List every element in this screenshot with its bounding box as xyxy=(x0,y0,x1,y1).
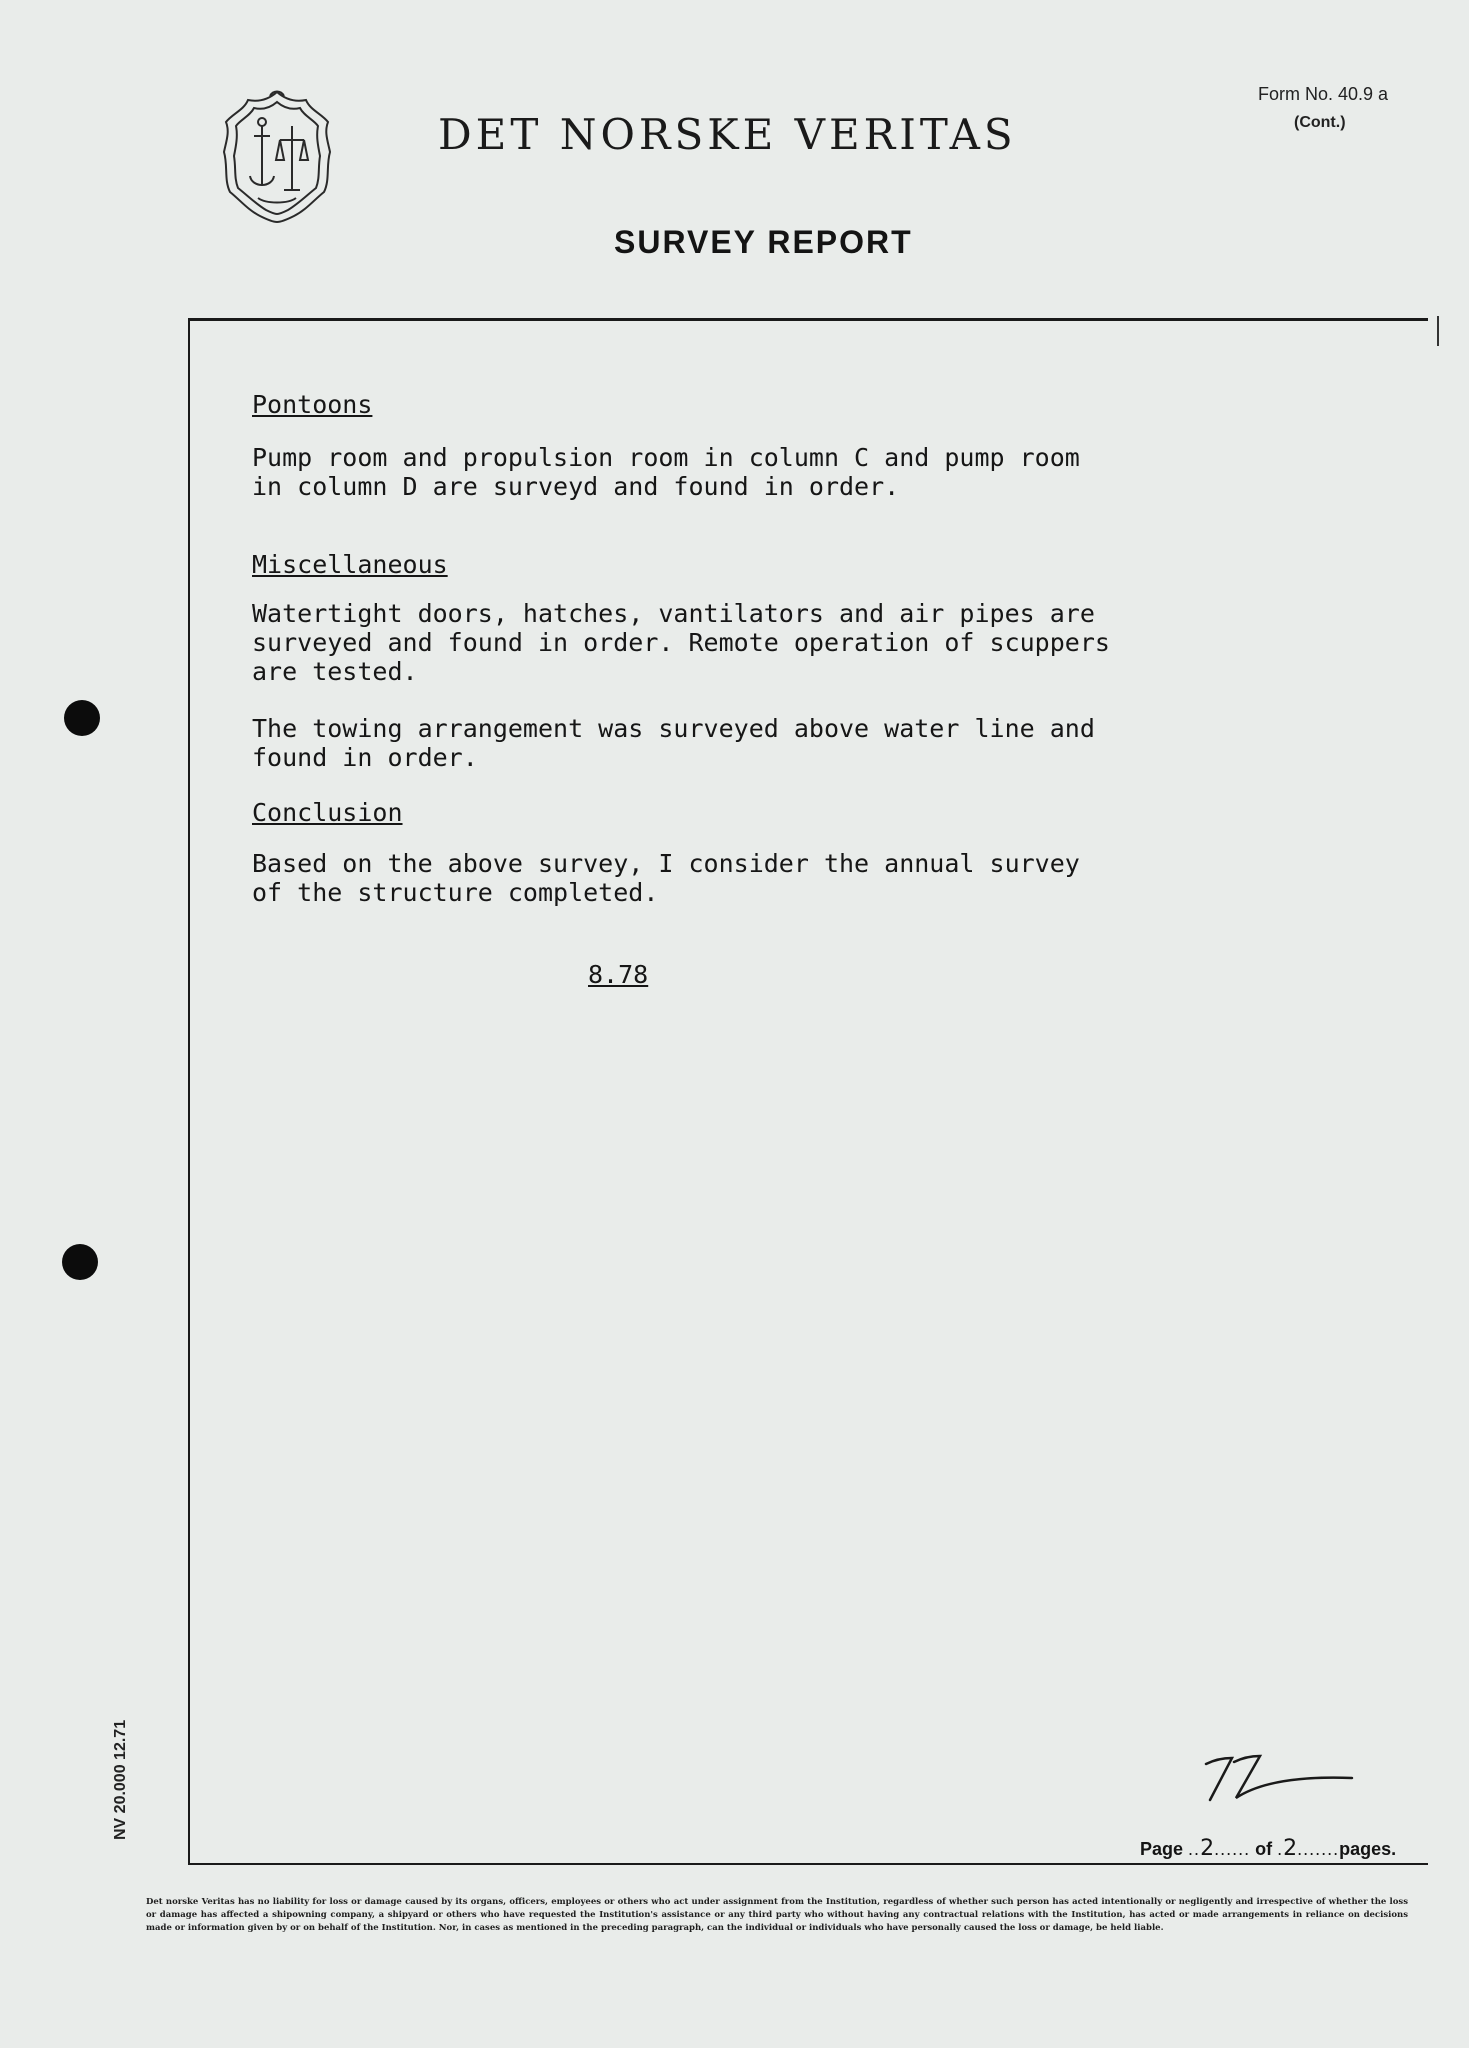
section-heading-miscellaneous: Miscellaneous xyxy=(252,550,448,579)
total-pages-number: 2 xyxy=(1283,1836,1298,1861)
dot-leader: ....... xyxy=(1297,1839,1340,1859)
pages-label: pages. xyxy=(1339,1839,1397,1859)
page-counter xyxy=(1140,1836,1396,1861)
punch-hole xyxy=(62,1244,98,1280)
section-paragraph: Pump room and propulsion room in column C and pump room in column D are surveyd and found in order. xyxy=(252,443,1080,501)
section-miscellaneous xyxy=(252,550,1110,772)
frame-edge-mark xyxy=(1437,316,1439,346)
dot-leader: .. xyxy=(1188,1839,1201,1859)
dot-leader: . xyxy=(1277,1839,1284,1859)
liability-disclaimer: Det norske Veritas has no liability for loss or damage caused by its organs, officers, employees or others who act under assignment from the Institution, regardless of whether such person has acted intentionally or negligently and irrespective of whether the loss or damage has affected a shipowning company, a shipyard or others who have requested the Institution's assistance or any third party who without having any contractual relations with the Institution, has acted or made arrangements in reliance on decisions made or information given by or on behalf of the Institution. Nor, in cases as mentioned in the preceding paragraph, can the individual or individuals who have personally caused the loss or damage, be held liable. xyxy=(146,1897,1408,1933)
form-number: Form No. 40.9 a xyxy=(1258,84,1389,104)
section-pontoons xyxy=(252,390,1080,501)
organization-name: DET NORSKE VERITAS xyxy=(438,110,1017,159)
page-label: Page xyxy=(1140,1839,1184,1859)
form-print-code: NV 20.000 12.71 xyxy=(112,1719,129,1840)
form-continuation-label: (Cont.) xyxy=(1294,114,1346,131)
report-title: SURVEY REPORT xyxy=(614,224,913,260)
signature-initials xyxy=(1200,1750,1360,1810)
dnv-crest-logo xyxy=(218,86,336,226)
section-heading-conclusion: Conclusion xyxy=(252,798,403,827)
dot-leader: ...... xyxy=(1214,1839,1251,1859)
section-conclusion xyxy=(252,798,1080,907)
section-paragraph: Based on the above survey, I consider the annual survey of the structure completed. xyxy=(252,849,1080,907)
section-paragraph: Watertight doors, hatches, vantilators and air pipes are surveyed and found in order. Remote operation of scuppers are tested. xyxy=(252,599,1110,686)
of-label: of xyxy=(1255,1839,1273,1859)
current-page-number: 2 xyxy=(1200,1836,1215,1861)
section-heading-pontoons: Pontoons xyxy=(252,390,373,419)
date-code: 8.78 xyxy=(588,960,649,989)
section-paragraph: The towing arrangement was surveyed above water line and found in order. xyxy=(252,714,1095,772)
punch-hole xyxy=(64,700,100,736)
